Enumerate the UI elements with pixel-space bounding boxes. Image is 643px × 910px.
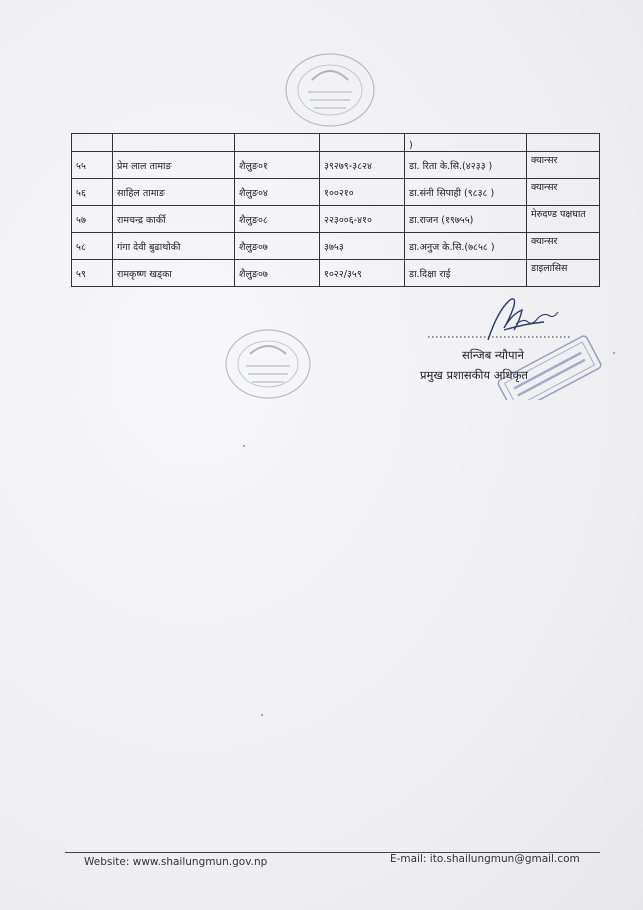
signature-block — [420, 290, 610, 400]
doctor-name: डा. रिता के.सि.(४२३३ ) — [405, 152, 527, 179]
ward-number: शैलुङ०७ — [235, 233, 320, 260]
paper-speck — [613, 352, 615, 354]
table-row — [72, 179, 600, 206]
header-cell: ) — [405, 134, 527, 152]
signatory-title: प्रमुख प्रशासकीय अधिकृत — [420, 368, 528, 382]
header-cell — [320, 134, 405, 152]
disease: क्यान्सर — [527, 152, 600, 179]
signature-and-seal-image — [420, 290, 610, 400]
ward-number: शैलुङ०८ — [235, 206, 320, 233]
patient-name: रामचन्द्र कार्की — [113, 206, 235, 233]
ward-number: शैलुङ०४ — [235, 179, 320, 206]
doctor-name: डा.दिक्षा राई — [405, 260, 527, 287]
doctor-name: डा.राजन (१९७५५) — [405, 206, 527, 233]
signatory-name: सन्जिब न्यौपाने — [462, 348, 524, 362]
header-cell — [235, 134, 320, 152]
office-seal-middle — [222, 326, 314, 402]
disease: मेरुदण्ड पक्षघात — [527, 206, 600, 233]
citizenship-number: २२३००६-४१० — [320, 206, 405, 233]
doctor-name: डा.संनी सिपाही (९८३८ ) — [405, 179, 527, 206]
doctor-name: डा.अनुज के.सि.(७८५८ ) — [405, 233, 527, 260]
paper-speck — [243, 445, 245, 447]
footer-website: Website: www.shailungmun.gov.np — [84, 856, 268, 868]
serial-number: ५५ — [72, 152, 113, 179]
serial-number: ५७ — [72, 206, 113, 233]
serial-number: ५९ — [72, 260, 113, 287]
patient-name: प्रेम लाल तामाङ — [113, 152, 235, 179]
table-row — [72, 206, 600, 233]
citizenship-number: ३७५३ — [320, 233, 405, 260]
table-row — [72, 152, 600, 179]
paper-speck — [261, 714, 263, 716]
serial-number: ५६ — [72, 179, 113, 206]
table-header-row — [72, 134, 600, 152]
header-cell — [527, 134, 600, 152]
patient-name: गंगा देवी बुढाथोकी — [113, 233, 235, 260]
table-row — [72, 233, 600, 260]
patient-name: साहिल तामाङ — [113, 179, 235, 206]
serial-number: ५८ — [72, 233, 113, 260]
table-row — [72, 260, 600, 287]
office-seal-top — [282, 50, 378, 130]
beneficiary-table — [71, 133, 600, 287]
ward-number: शैलुङ०७ — [235, 260, 320, 287]
header-cell — [72, 134, 113, 152]
patient-name: रामकृष्ण खड्का — [113, 260, 235, 287]
disease: डाइलासिस — [527, 260, 600, 287]
footer-email: E-mail: ito.shailungmun@gmail.com — [390, 853, 580, 865]
header-cell — [113, 134, 235, 152]
ward-number: शैलुङ०१ — [235, 152, 320, 179]
disease: क्यान्सर — [527, 179, 600, 206]
citizenship-number: १०२२/३५९ — [320, 260, 405, 287]
disease: क्यान्सर — [527, 233, 600, 260]
citizenship-number: १००२१० — [320, 179, 405, 206]
citizenship-number: ३९२७९-३८२४ — [320, 152, 405, 179]
